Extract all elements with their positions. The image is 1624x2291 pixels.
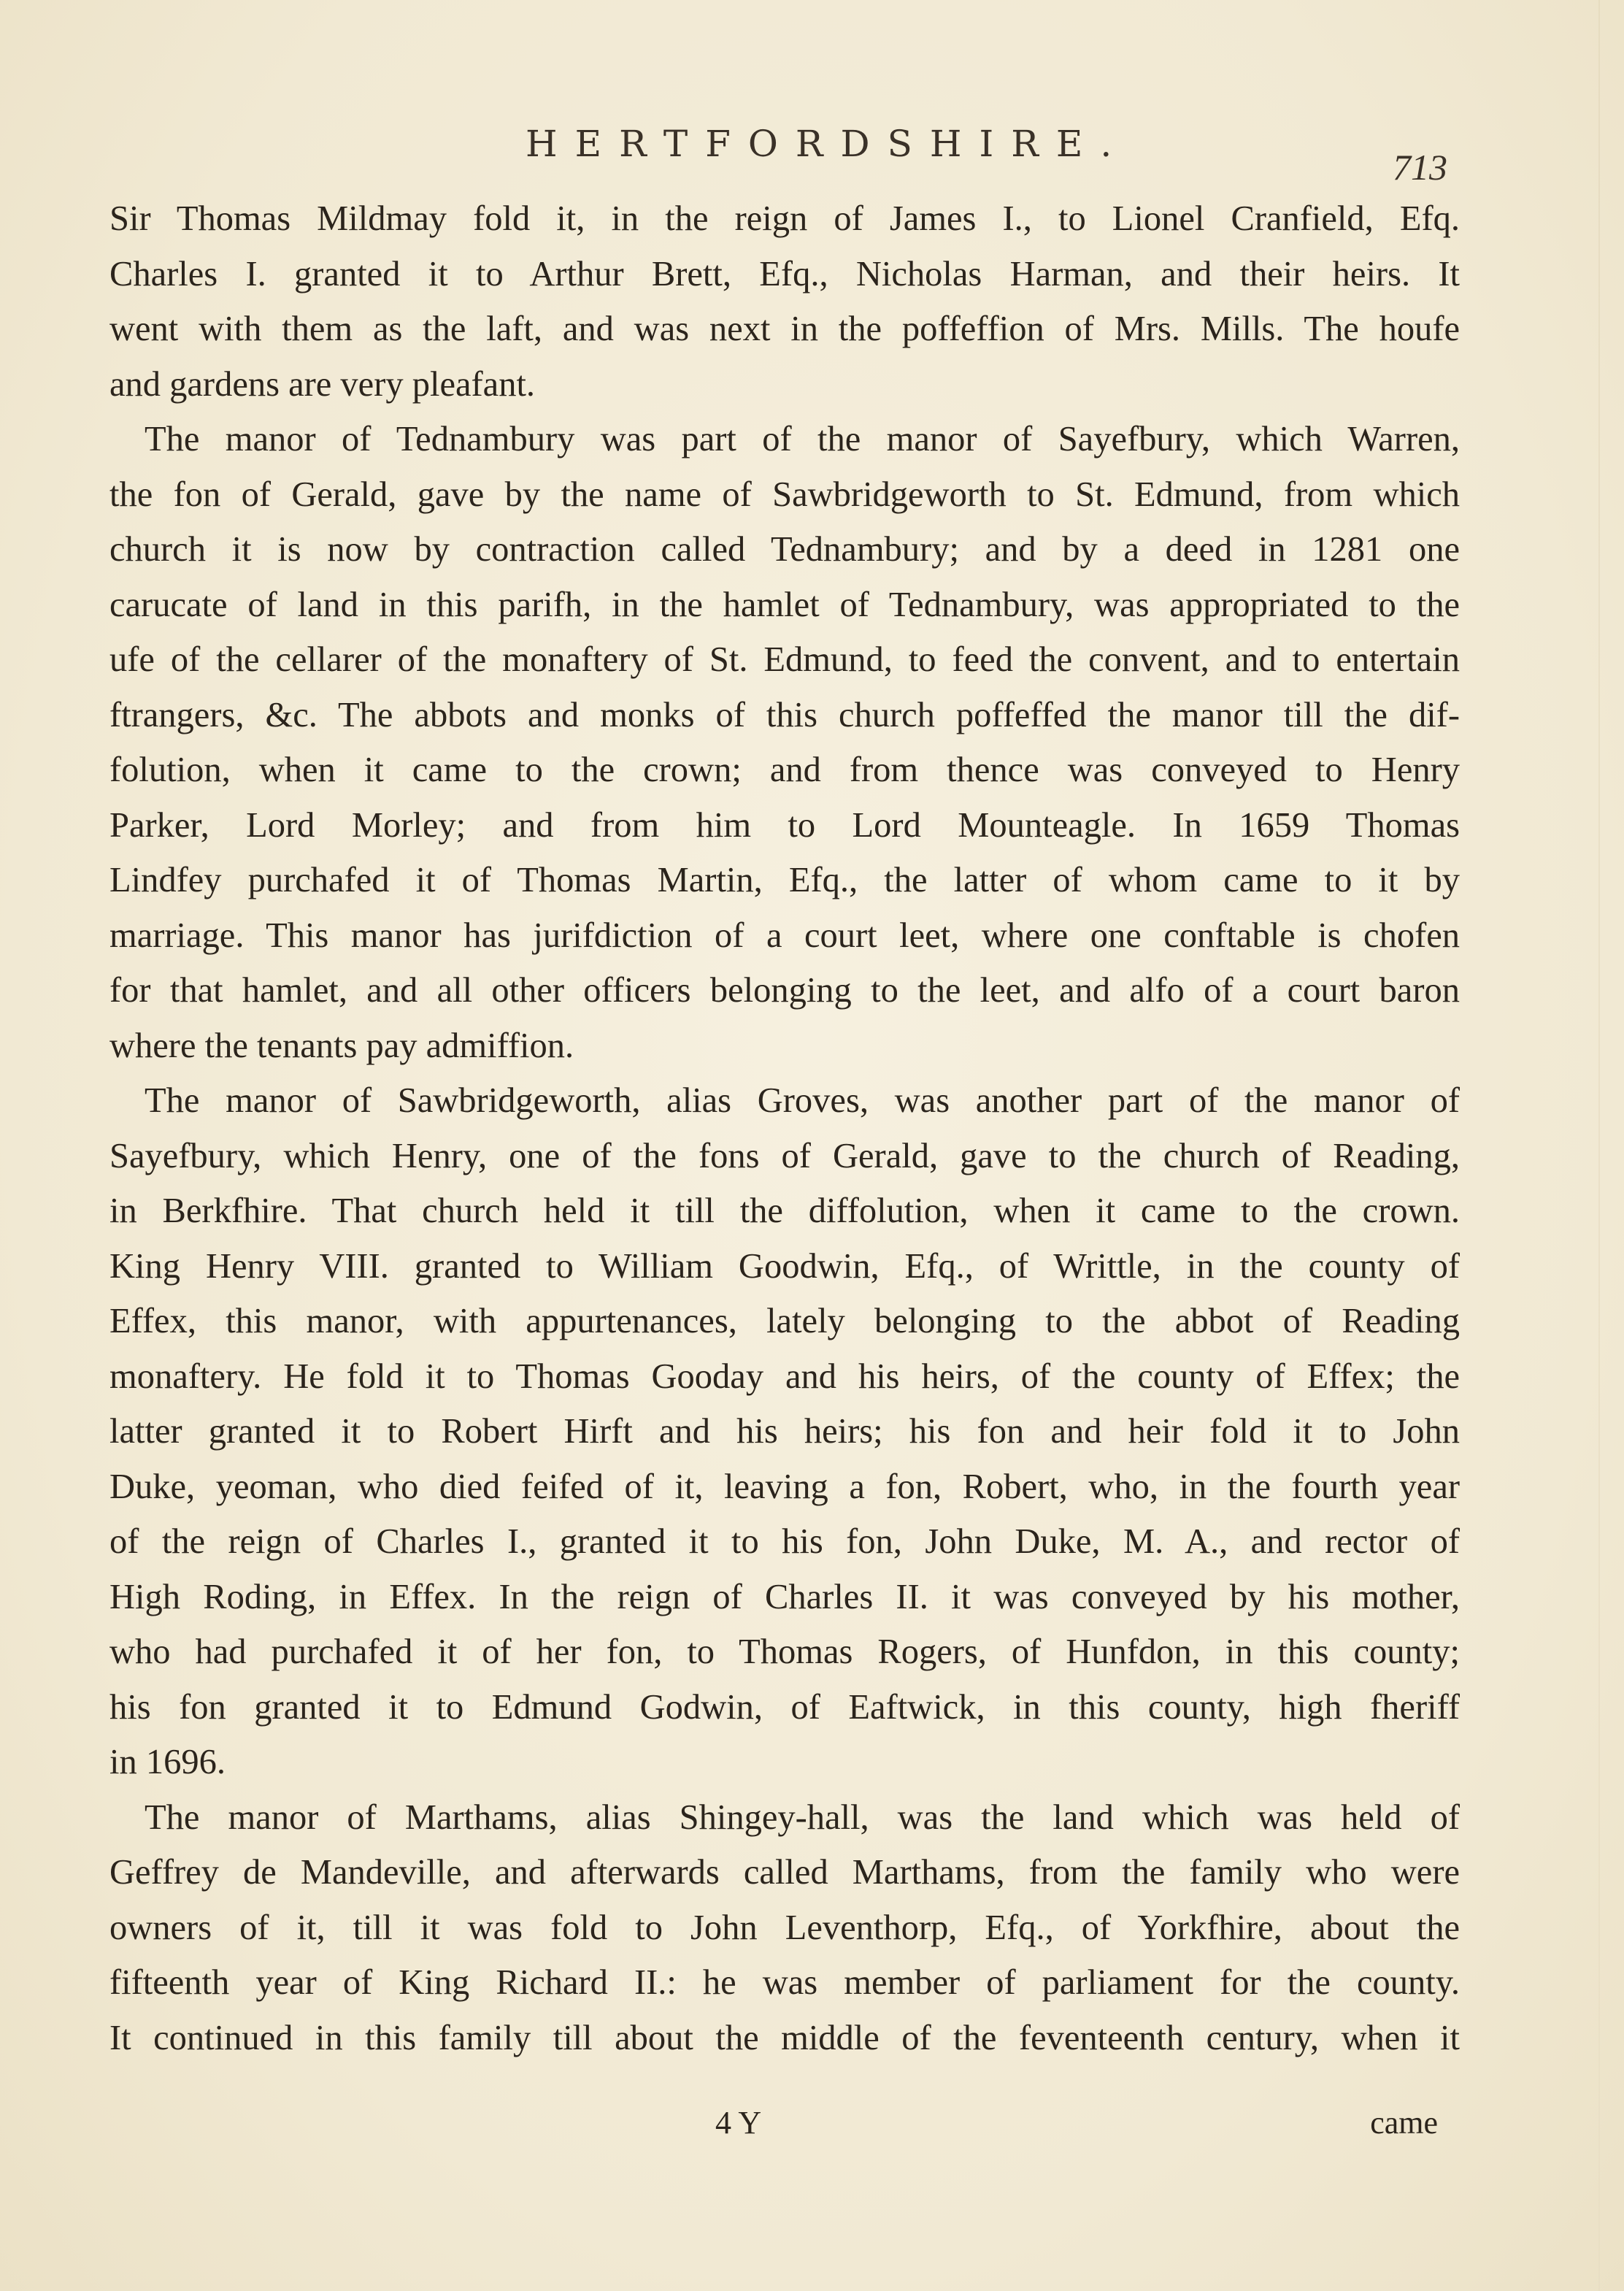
text-line: The manor of Marthams, alias Shingey-hall, was the land which was held of bbox=[145, 1797, 1460, 1837]
text-line: ftrangers, &c. The abbots and monks of this church poffeffed the manor till the dif- bbox=[109, 695, 1460, 734]
text-line: owners of it, till it was fold to John Leventhorp, Efq., of Yorkfhire, about the bbox=[109, 1908, 1460, 1947]
signature-mark: 4 Y bbox=[715, 2105, 762, 2141]
text-line: Geffrey de Mandeville, and afterwards called Marthams, from the family who were bbox=[109, 1853, 1460, 1892]
text-line: the fon of Gerald, gave by the name of Sawbridgeworth to St. Edmund, from which bbox=[109, 475, 1460, 514]
text-line: It continued in this family till about the middle of the feventeenth century, when it bbox=[109, 2018, 1460, 2057]
text-line: in Berkfhire. That church held it till the diffolution, when it came to the crown. bbox=[109, 1191, 1460, 1230]
text-line: where the tenants pay admiffion. bbox=[109, 1026, 574, 1065]
text-line: Sayefbury, which Henry, one of the fons of Gerald, gave to the church of Reading, bbox=[109, 1136, 1460, 1175]
text-line: The manor of Sawbridgeworth, alias Groves, was another part of the manor of bbox=[145, 1081, 1460, 1120]
text-line: folution, when it came to the crown; and from thence was conveyed to Henry bbox=[109, 751, 1460, 789]
text-line: Effex, this manor, with appurtenances, lately belonging to the abbot of Reading bbox=[109, 1302, 1460, 1340]
text-line: fifteenth year of King Richard II.: he was member of parliament for the county. bbox=[109, 1963, 1460, 2002]
text-line: who had purchafed it of her fon, to Thomas Rogers, of Hunfdon, in this county; bbox=[109, 1632, 1460, 1671]
catchword: came bbox=[1370, 2105, 1438, 2141]
text-line: Parker, Lord Morley; and from him to Lord Mounteagle. In 1659 Thomas bbox=[109, 805, 1460, 845]
text-line: Sir Thomas Mildmay fold it, in the reign of James I., to Lionel Cranfield, Efq. bbox=[109, 199, 1460, 238]
body-text bbox=[109, 191, 1460, 2065]
text-line: monaftery. He fold it to Thomas Gooday and his heirs, of the county of Effex; the bbox=[109, 1356, 1460, 1396]
text-line: High Roding, in Effex. In the reign of Charles II. it was conveyed by his mother, bbox=[109, 1577, 1460, 1616]
text-line: Charles I. granted it to Arthur Brett, Efq., Nicholas Harman, and their heirs. It bbox=[109, 254, 1460, 293]
page-edge-shadow bbox=[1598, 0, 1600, 2291]
page-footer bbox=[109, 2104, 1460, 2155]
text-line: went with them as the laft, and was next in the poffeffion of Mrs. Mills. The houfe bbox=[109, 310, 1460, 348]
text-line: King Henry VIII. granted to William Goodwin, Efq., of Writtle, in the county of bbox=[109, 1246, 1460, 1286]
text-line: and gardens are very pleafant. bbox=[109, 364, 536, 404]
text-line: ufe of the cellarer of the monaftery of St. Edmund, to feed the convent, and to entertain bbox=[109, 640, 1460, 679]
running-header: HERTFORDSHIRE. bbox=[526, 123, 1130, 165]
text-line: latter granted it to Robert Hirft and his heirs; his fon and heir fold it to John bbox=[109, 1412, 1460, 1451]
text-line: for that hamlet, and all other officers belonging to the leet, and alfo of a court baron bbox=[109, 971, 1460, 1010]
page-number: 713 bbox=[1393, 147, 1447, 188]
text-line: The manor of Tednambury was part of the manor of Sayefbury, which Warren, bbox=[145, 420, 1460, 458]
text-line: carucate of land in this parifh, in the hamlet of Tednambury, was appropriated to the bbox=[109, 585, 1460, 624]
text-line: of the reign of Charles I., granted it to his fon, John Duke, M. A., and rector of bbox=[109, 1522, 1460, 1561]
text-line: Duke, yeoman, who died feifed of it, leaving a fon, Robert, who, in the fourth year bbox=[109, 1467, 1460, 1506]
text-line: his fon granted it to Edmund Godwin, of Eaftwick, in this county, high fheriff bbox=[109, 1687, 1460, 1727]
text-line: marriage. This manor has jurifdiction of a court leet, where one conftable is chofen bbox=[109, 916, 1460, 955]
text-line: in 1696. bbox=[109, 1743, 226, 1781]
text-line: Lindfey purchafed it of Thomas Martin, Efq., the latter of whom came to it by bbox=[109, 861, 1460, 899]
text-line: church it is now by contraction called Tednambury; and by a deed in 1281 one bbox=[109, 530, 1460, 569]
